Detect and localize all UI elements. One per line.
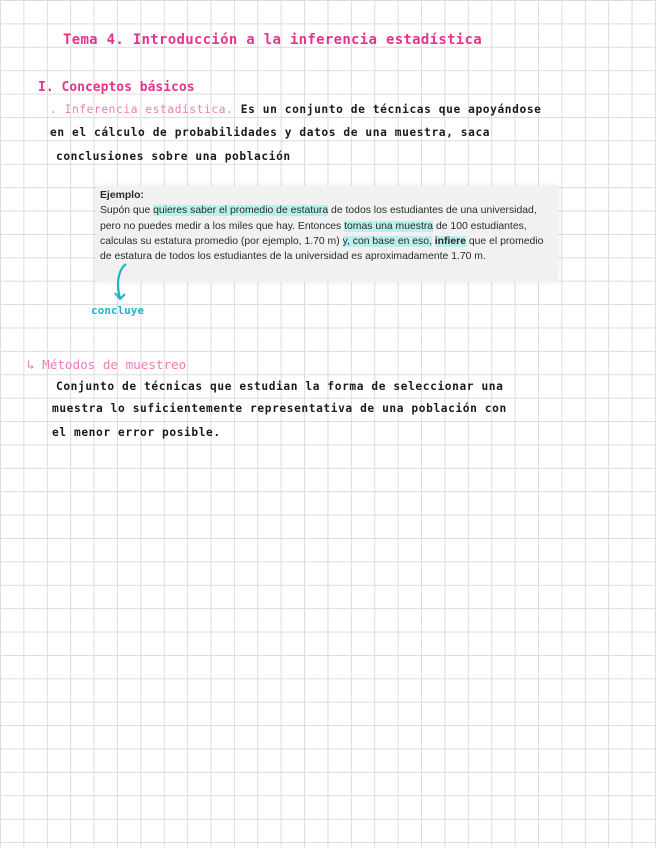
page-title: Tema 4. Introducción a la inferencia estadística <box>63 32 482 48</box>
term-inferencia: . Inferencia estadística. <box>50 103 234 116</box>
section-heading-conceptos: I. Conceptos básicos <box>38 80 195 95</box>
example-heading: Ejemplo: <box>100 190 144 201</box>
annotation-concluye: concluye <box>91 304 144 317</box>
example-text: que el promedio de estatura de todos los estudiantes de la universidad es aproximadamente 1.70 m. <box>100 235 544 263</box>
example-box <box>96 186 558 282</box>
metodos-line-1: Conjunto de técnicas que estudian la forma de seleccionar una <box>56 380 504 393</box>
example-text: de todos los estudiantes de una universidad, pero no puedes medir a los miles que hay. Entonces <box>100 205 537 232</box>
example-body <box>100 205 543 262</box>
example-text: de 100 estudiantes, calculas su estatura promedio (por ejemplo, 1.70 m) <box>100 220 527 247</box>
section-heading-metodos: ↳ Métodos de muestreo <box>27 357 187 372</box>
definition-line-2: en el cálculo de probabilidades y datos de una muestra, saca <box>50 126 491 139</box>
highlighted-text: quieres saber el promedio de estatura <box>153 205 329 217</box>
metodos-line-2: muestra lo suficientemente representativa de una población con <box>52 402 507 415</box>
highlighted-text: tomas una muestra <box>344 220 434 232</box>
metodos-line-3: el menor error posible. <box>52 426 221 439</box>
definition-text-1: Es un conjunto de técnicas que apoyándose <box>240 103 542 116</box>
definition-line-1 <box>50 103 542 116</box>
definition-line-3: conclusiones sobre una población <box>56 150 291 163</box>
highlighted-text: infiere <box>434 235 466 247</box>
highlighted-text: y, con base en eso, <box>342 235 432 247</box>
arrow-icon <box>112 262 132 304</box>
example-text: Supón que <box>100 205 154 217</box>
